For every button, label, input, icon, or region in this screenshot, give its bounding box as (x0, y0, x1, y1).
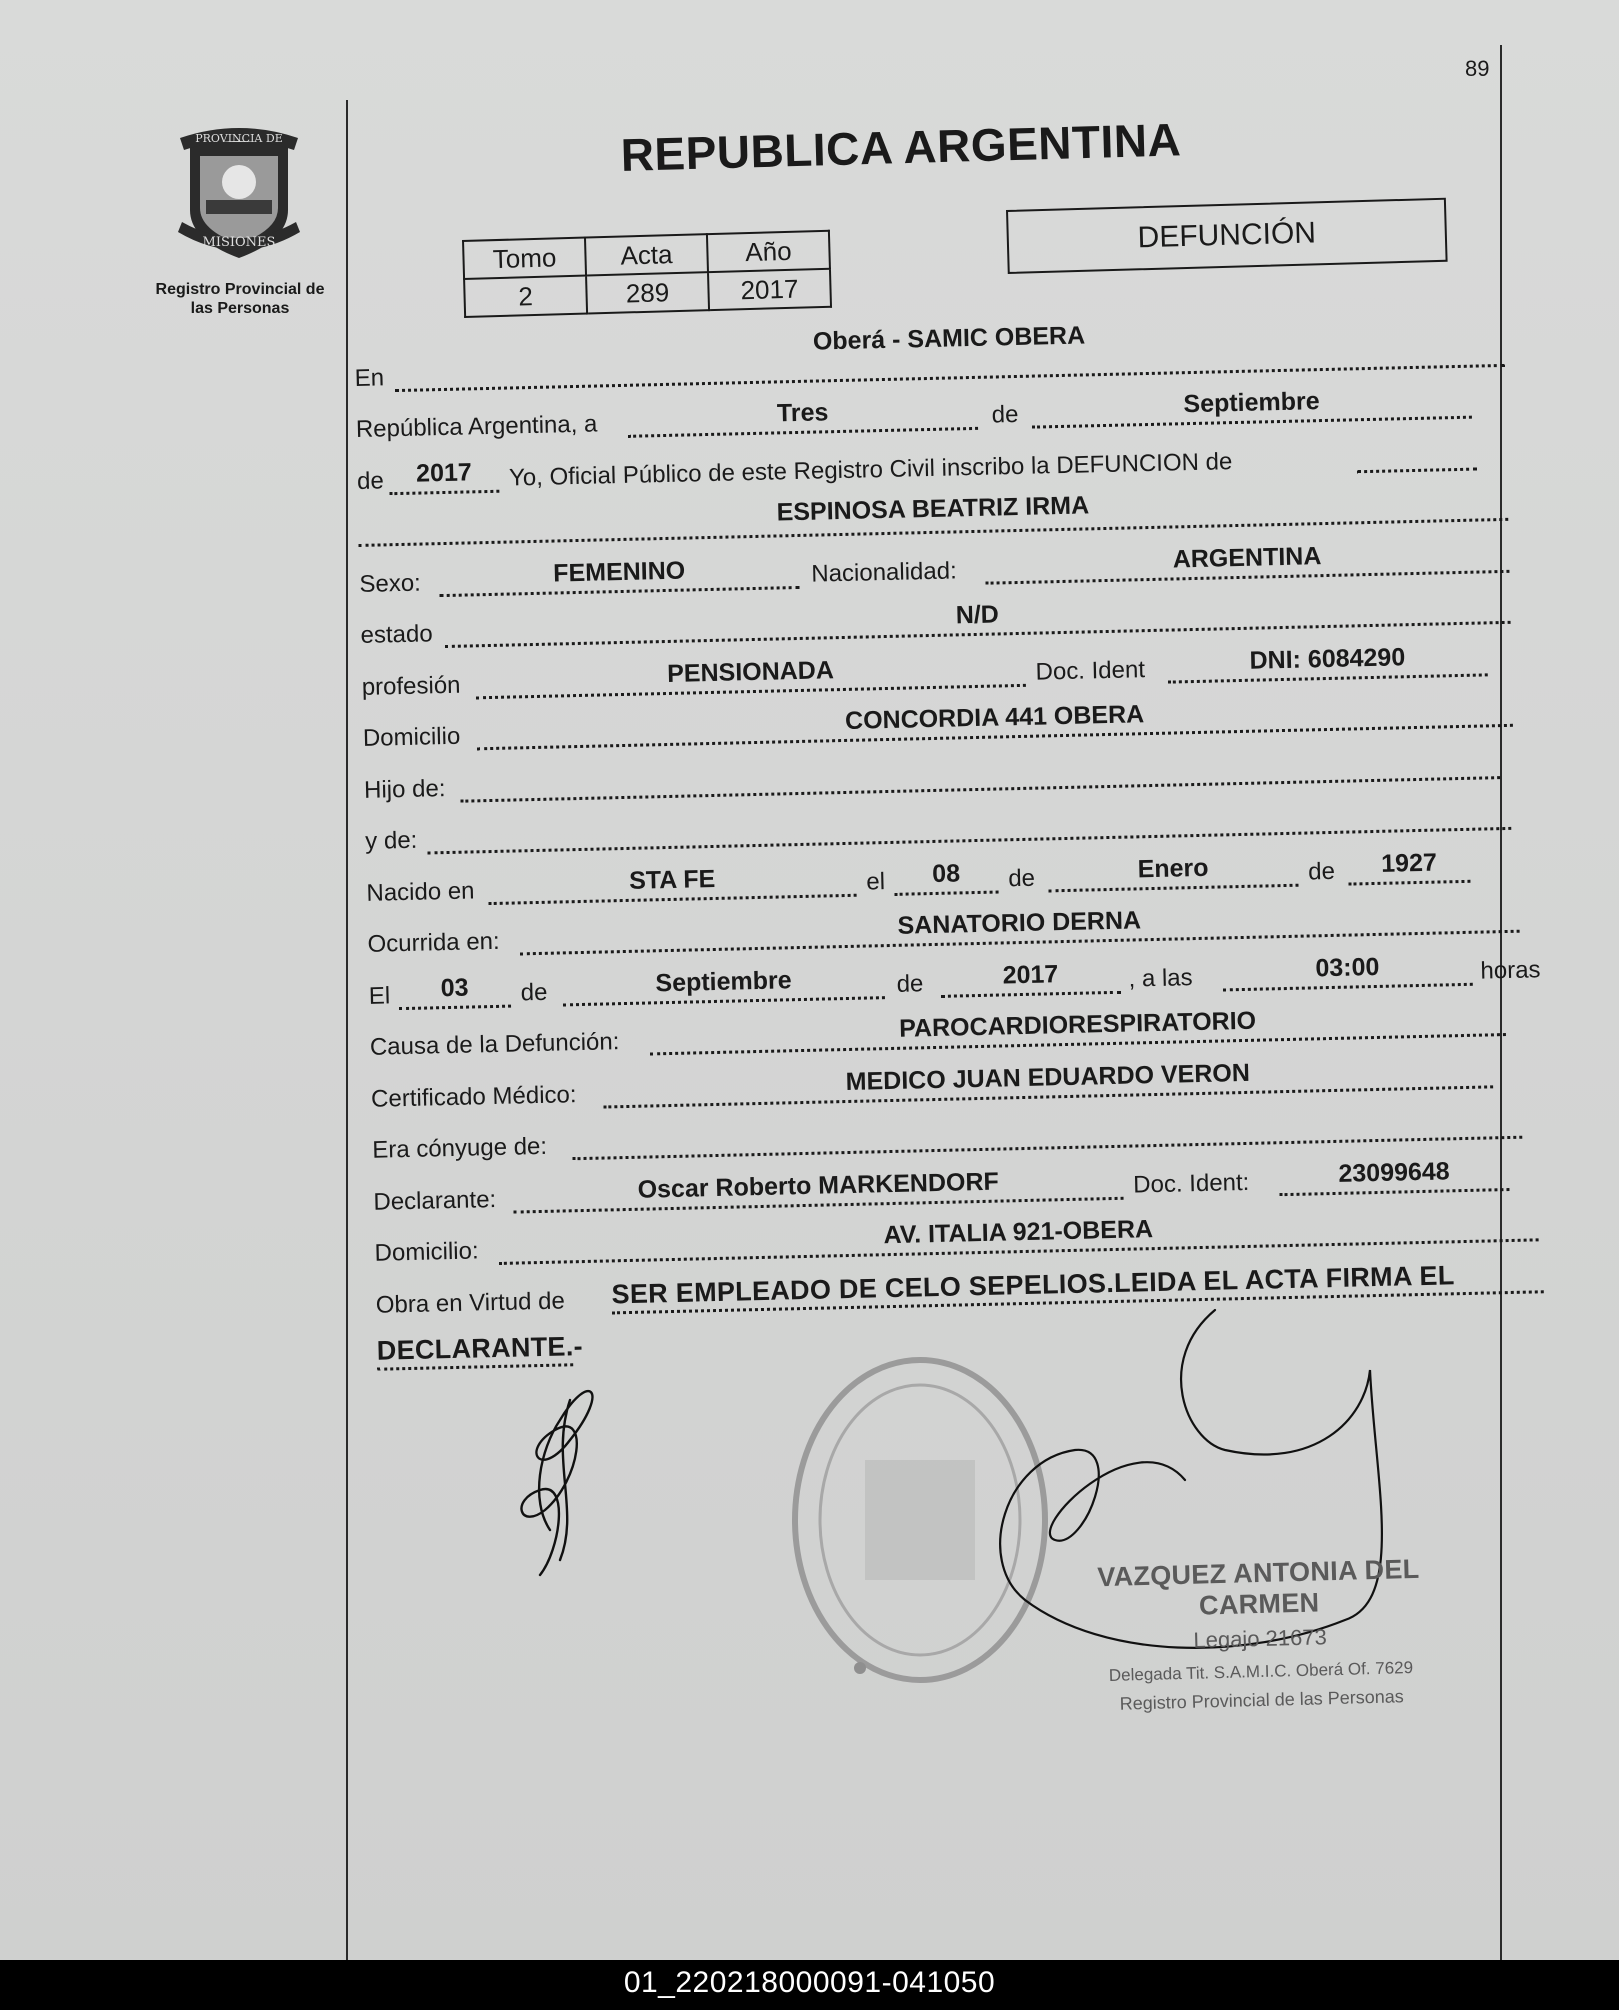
svg-text:MISIONES: MISIONES (202, 235, 276, 250)
born-year-value: 1927 (1380, 848, 1438, 878)
day-value: Tres (776, 398, 829, 428)
page-number: 89 (1465, 56, 1490, 81)
doc-value: DNI: 6084290 (1249, 642, 1406, 675)
page-title: REPUBLICA ARGENTINA (620, 113, 1182, 181)
death-record-form (354, 318, 1547, 1374)
status-value: N/D (955, 600, 1000, 630)
official-delegate: Delegada Tit. S.A.M.I.C. Oberá Of. 7629 (1108, 1658, 1414, 1685)
statement-trail-field (1356, 441, 1477, 473)
footer-caption: 01_220218000091-041050 (623, 1966, 996, 1999)
name-value: ESPINOSA BEATRIZ IRMA (776, 491, 1090, 527)
profession-label: profesión (361, 671, 461, 701)
declarant-doc-value: 23099648 (1338, 1156, 1450, 1188)
reason-continued-value: DECLARANTE.- (376, 1331, 584, 1366)
cause-label: Causa de la Defunción: (369, 1028, 620, 1061)
declarant-value: Oscar Roberto MARKENDORF (637, 1167, 1000, 1204)
official-name: VAZQUEZ ANTONIA DEL CARMEN (1096, 1553, 1420, 1621)
anio-value: 2017 (708, 269, 831, 310)
declarant-label: Declarante: (373, 1185, 497, 1216)
month-value: Septiembre (1183, 387, 1320, 419)
official-signature-block (1048, 1553, 1472, 1717)
registry-label: Registro Provincial de las Personas (155, 281, 325, 317)
year-value: 2017 (415, 457, 473, 488)
reason-value: SER EMPLEADO DE CELO SEPELIOS.LEIDA EL ACTA FIRMA EL (611, 1259, 1455, 1309)
spouse-label: Era cónyuge de: (371, 1132, 548, 1164)
nationality-label: Nacionalidad: (810, 556, 958, 588)
profession-value: PENSIONADA (666, 655, 835, 688)
declarant-doc-label: Doc. Ident: (1132, 1168, 1250, 1199)
declarant-address-value: AV. ITALIA 921-OBERA (883, 1215, 1154, 1250)
record-table (462, 230, 832, 318)
province-seal-icon (170, 122, 308, 262)
occurred-value: SANATORIO DERNA (897, 906, 1142, 940)
official-legajo: Legajo 21673 (1193, 1624, 1328, 1653)
born-day-value: 08 (931, 858, 961, 888)
de-label: de (991, 400, 1019, 429)
born-label: Nacido en (366, 876, 475, 907)
death-month-value: Septiembre (655, 965, 792, 997)
sex-value: FEMENINO (552, 556, 686, 588)
doc-label: Doc. Ident (1035, 655, 1146, 686)
born-de2-label: de (1307, 857, 1336, 885)
occurred-label: Ocurrida en: (367, 927, 500, 958)
at-time-label: , a las (1128, 963, 1193, 993)
address-label: Domicilio (362, 722, 461, 752)
official-statement: Yo, Oficial Público de este Registro Civil inscribo la DEFUNCION de (508, 447, 1233, 492)
nationality-value: ARGENTINA (1172, 541, 1322, 573)
tomo-header: Tomo (463, 238, 586, 279)
certificate-label: Certificado Médico: (370, 1080, 577, 1113)
reason-label: Obra en Virtud de (375, 1286, 566, 1319)
death-de2-label: de (896, 969, 924, 998)
death-de1-label: de (520, 978, 548, 1006)
born-el-label: el (865, 867, 886, 896)
acta-value: 289 (586, 272, 709, 313)
de-year-label: de (356, 466, 385, 495)
death-day-value: 03 (440, 973, 469, 1002)
status-label: estado (360, 620, 433, 649)
born-de1-label: de (1007, 864, 1036, 892)
republica-label: República Argentina, a (355, 410, 598, 443)
death-year-value: 2017 (1002, 959, 1059, 989)
svg-text:PROVINCIA DE: PROVINCIA DE (195, 132, 283, 145)
born-place-value: STA FE (628, 864, 716, 895)
acta-header: Acta (585, 234, 708, 275)
cause-value: PAROCARDIORESPIRATORIO (898, 1006, 1257, 1043)
record-type-box: DEFUNCIÓN (1006, 198, 1448, 274)
declarant-signature-icon (500, 1360, 620, 1590)
death-el-label: El (368, 981, 391, 1010)
sex-label: Sexo: (359, 569, 422, 598)
child-of-label: Hijo de: (363, 774, 446, 804)
en-label: En (354, 363, 385, 392)
official-registry: Registro Provincial de las Personas (1119, 1686, 1404, 1714)
certificate-value: MEDICO JUAN EDUARDO VERON (845, 1058, 1251, 1096)
tomo-value: 2 (464, 276, 587, 317)
address-value: CONCORDIA 441 OBERA (844, 700, 1145, 735)
declarant-address-label: Domicilio: (374, 1237, 479, 1267)
hours-label: horas (1480, 955, 1541, 985)
and-of-label: y de: (364, 826, 418, 855)
anio-header: Año (707, 231, 830, 272)
left-margin-rule (346, 100, 348, 1960)
place-value: Oberá - SAMIC OBERA (812, 320, 1086, 356)
born-month-value: Enero (1137, 853, 1209, 883)
time-value: 03:00 (1315, 952, 1380, 982)
